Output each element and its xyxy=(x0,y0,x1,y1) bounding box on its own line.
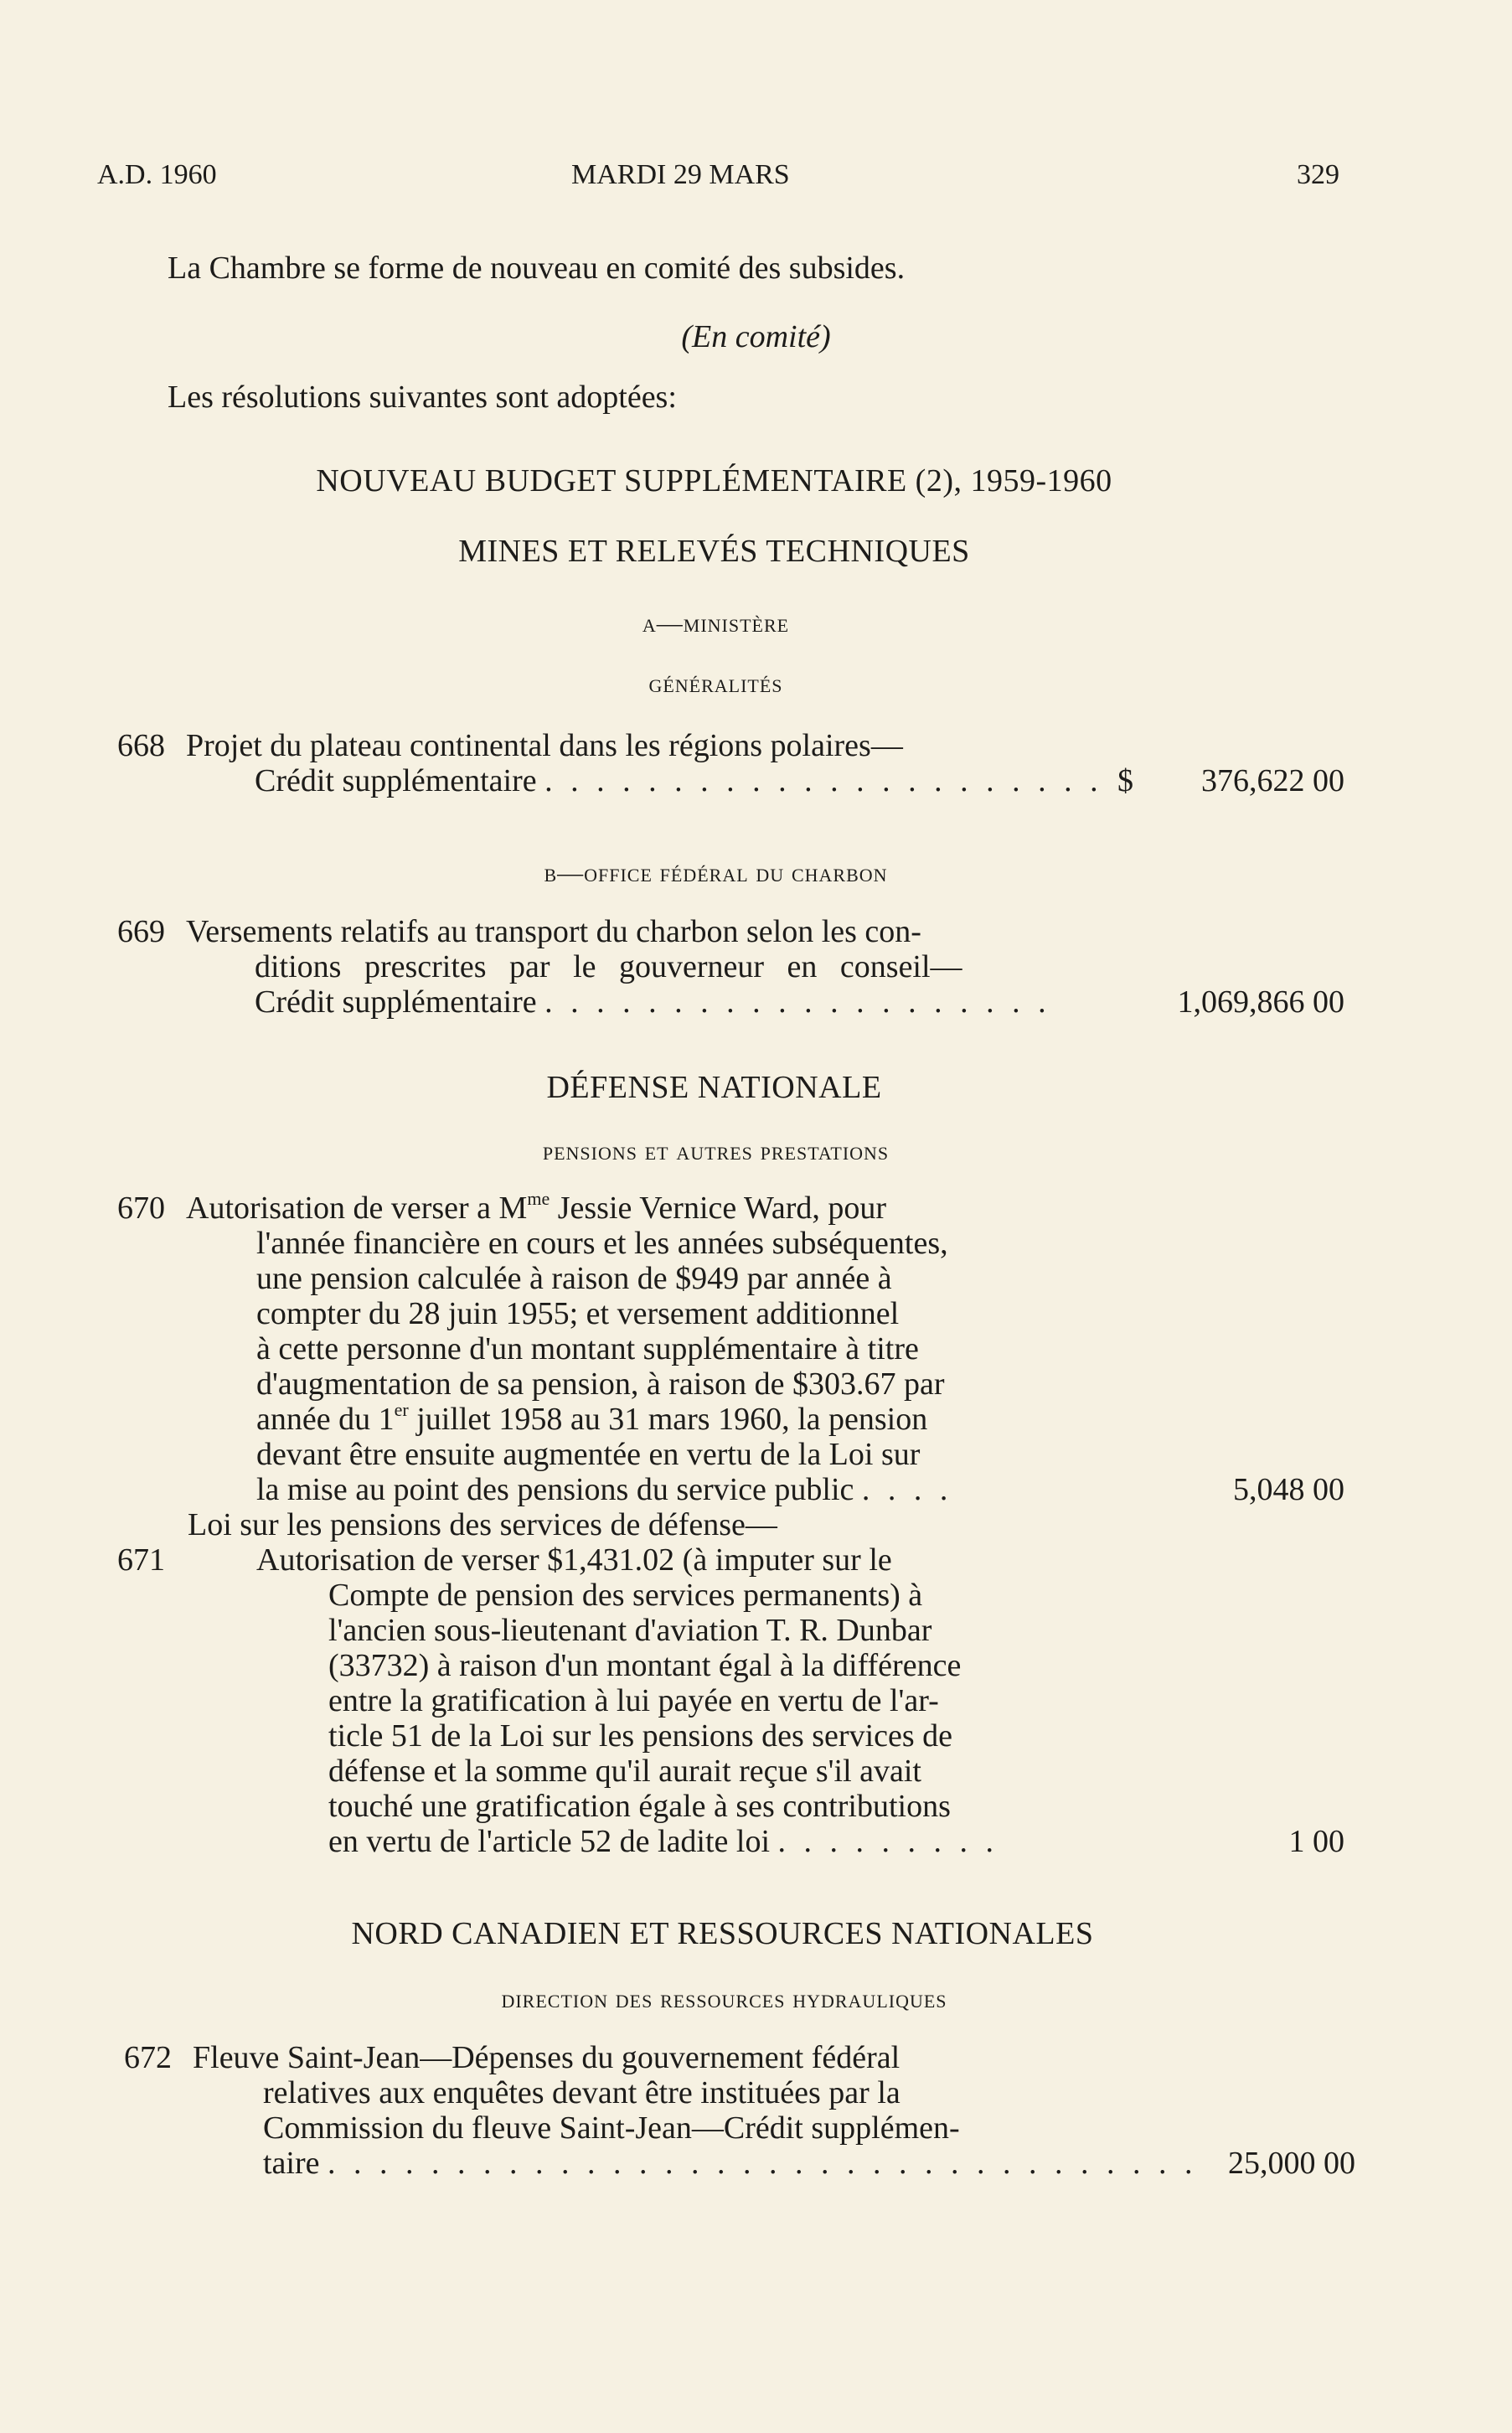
item-672-line1: Fleuve Saint-Jean—Dépenses du gouvernement fédéral xyxy=(193,2040,900,2075)
item-671-line8: touché une gratification égale à ses contributions xyxy=(328,1789,951,1824)
office-charbon-subheading: b—office fédéral du charbon xyxy=(544,858,888,887)
item-669-line3: Crédit supplémentaire . . . . . . . . . . . . . . . . . . . . xyxy=(255,984,1051,1020)
item-671-line6: ticle 51 de la Loi sur les pensions des services de xyxy=(328,1718,953,1754)
item-669-amount: 1,069,866 00 xyxy=(1177,984,1344,1020)
item-670-number: 670 xyxy=(117,1191,165,1226)
item-670-line6: d'augmentation de sa pension, à raison de $303.67 par xyxy=(256,1366,945,1402)
defense-title: DÉFENSE NATIONALE xyxy=(546,1070,882,1105)
resolutions-line: Les résolutions suivantes sont adoptées: xyxy=(168,380,677,415)
item-672-number: 672 xyxy=(124,2040,172,2075)
ministere-subheading: a—ministère xyxy=(642,608,790,638)
item-670-line4: compter du 28 juin 1955; et versement additionnel xyxy=(256,1296,900,1331)
item-671-line1: Autorisation de verser $1,431.02 (à imputer sur le xyxy=(256,1542,892,1578)
item-671-line7: défense et la somme qu'il aurait reçue s'il avait xyxy=(328,1754,921,1789)
item-669-number: 669 xyxy=(117,914,165,949)
item-672-line3: Commission du fleuve Saint-Jean—Crédit supplémen- xyxy=(263,2110,960,2146)
item-671-line4: (33732) à raison d'un montant égal à la différence xyxy=(328,1648,962,1683)
item-671-line3: l'ancien sous-lieutenant d'aviation T. R. Dunbar xyxy=(328,1613,932,1648)
item-670-line1: Autorisation de verser a $M^{me}$ Jessie Vernice Ward, pour xyxy=(186,1188,887,1226)
item-671-line5: entre la gratification à lui payée en vertu de l'ar- xyxy=(328,1683,939,1718)
item-668-amount: 376,622 00 xyxy=(1201,763,1344,798)
item-669-line2: ditions prescrites par le gouverneur en conseil— xyxy=(255,949,962,984)
page-number: 329 xyxy=(1297,159,1339,190)
intro-line: La Chambre se forme de nouveau en comité des subsides. xyxy=(168,251,906,286)
mines-title: MINES ET RELEVÉS TECHNIQUES xyxy=(458,534,970,569)
item-670-line2: l'année financière en cours et les années subséquentes, xyxy=(256,1226,948,1261)
item-671-line9: en vertu de l'article 52 de ladite loi . . . . . . . . . xyxy=(328,1824,999,1859)
header-year: A.D. 1960 xyxy=(97,159,217,190)
header-date: MARDI 29 MARS xyxy=(571,159,790,190)
item-669-line1: Versements relatifs au transport du charbon selon les con- xyxy=(186,914,921,949)
item-672-amount: 25,000 00 xyxy=(1228,2146,1355,2181)
item-670-line3: une pension calculée à raison de $949 par année à xyxy=(256,1261,892,1296)
item-671-line2: Compte de pension des services permanents) à xyxy=(328,1578,923,1613)
generalites-subheading: généralités xyxy=(648,669,783,698)
item-668-currency: $ xyxy=(1117,763,1133,798)
item-668-line1: Projet du plateau continental dans les régions polaires— xyxy=(186,728,903,763)
item-672-line4: taire . . . . . . . . . . . . . . . . . . . . . . . . . . . . . . . . . . xyxy=(263,2146,1198,2181)
item-671-number: 671 xyxy=(117,1542,165,1578)
en-comite: (En comité) xyxy=(681,319,831,354)
pensions-subheading: pensions et autres prestations xyxy=(542,1136,890,1165)
nord-title: NORD CANADIEN ET RESSOURCES NATIONALES xyxy=(351,1916,1094,1951)
item-670-line8: devant être ensuite augmentée en vertu de la Loi sur xyxy=(256,1437,921,1472)
ressources-hydrauliques-subheading: direction des ressources hydrauliques xyxy=(501,1984,947,2013)
item-668-number: 668 xyxy=(117,728,165,763)
loi-pensions-line: Loi sur les pensions des services de défense— xyxy=(188,1507,777,1542)
item-671-amount: 1 00 xyxy=(1288,1824,1344,1859)
budget-title: NOUVEAU BUDGET SUPPLÉMENTAIRE (2), 1959-1960 xyxy=(316,463,1112,498)
item-670-line9: la mise au point des pensions du service public . . . . xyxy=(256,1472,953,1507)
item-670-line5: à cette personne d'un montant supplémentaire à titre xyxy=(256,1331,919,1366)
item-668-line2: Crédit supplémentaire . . . . . . . . . . . . . . . . . . . . . . xyxy=(255,763,1103,798)
item-670-amount: 5,048 00 xyxy=(1233,1472,1344,1507)
item-670-line7: année du 1er juillet 1958 au 31 mars 1960, la pension xyxy=(256,1399,928,1437)
item-672-line2: relatives aux enquêtes devant être instituées par la xyxy=(263,2075,900,2110)
